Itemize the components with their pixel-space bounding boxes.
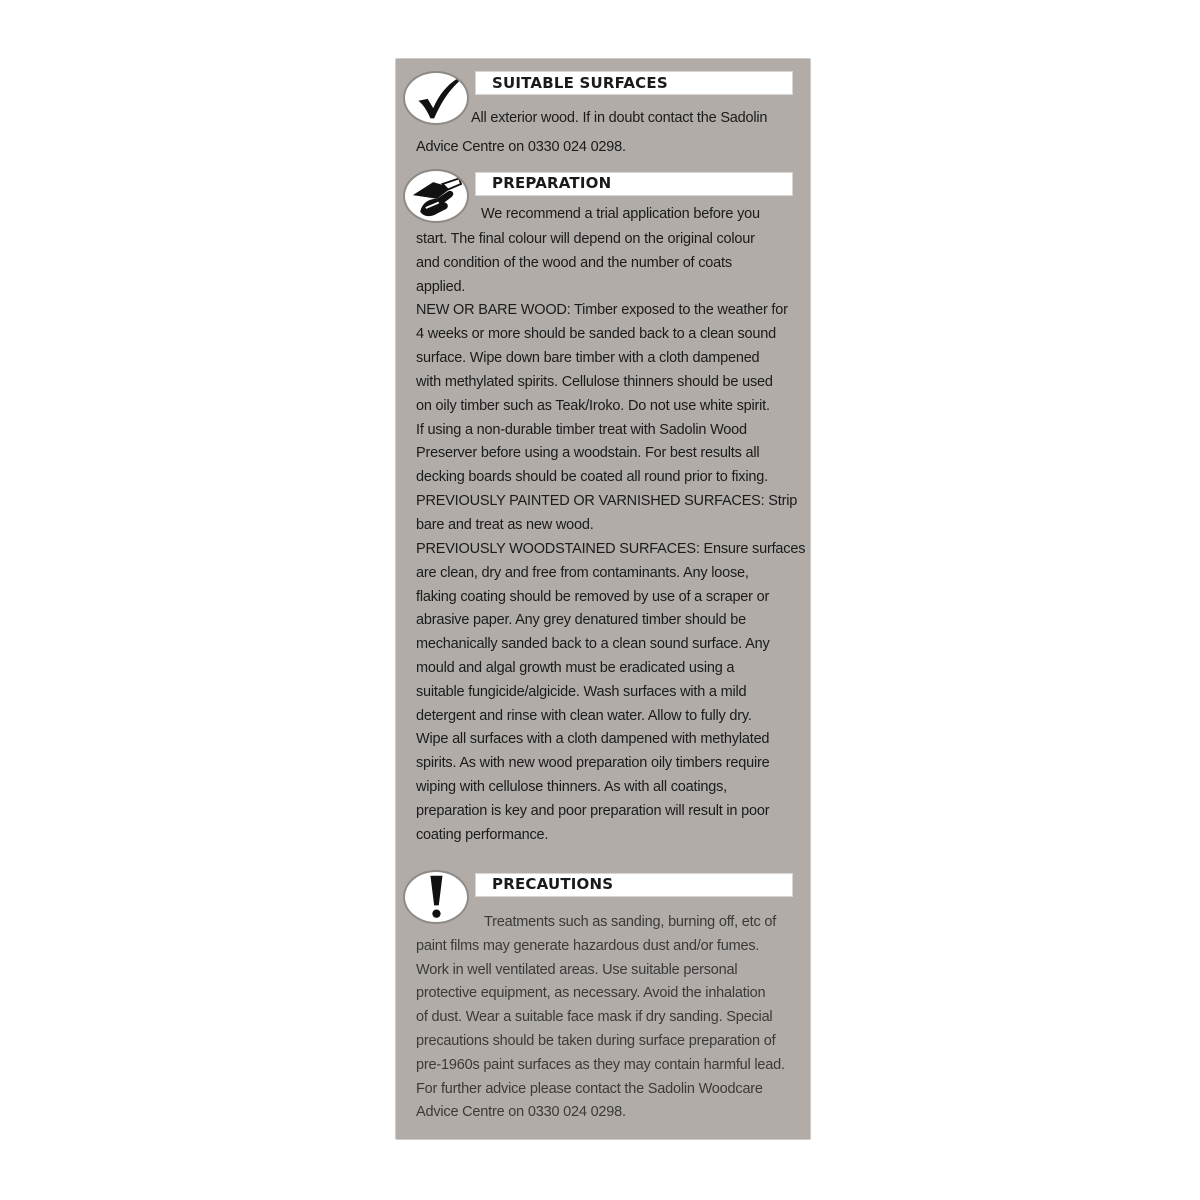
preparation-line: are clean, dry and free from contaminants. Any loose, <box>416 565 749 581</box>
preparation-line: start. The final colour will depend on the original colour <box>416 231 755 247</box>
preparation-line: mechanically sanded back to a clean sound surface. Any <box>416 636 770 652</box>
preparation-line: If using a non-durable timber treat with Sadolin Wood <box>416 422 747 438</box>
precautions-line: protective equipment, as necessary. Avoid the inhalation <box>416 985 766 1001</box>
preparation-line: abrasive paper. Any grey denatured timber should be <box>416 612 746 628</box>
precautions-line: paint films may generate hazardous dust and/or fumes. <box>416 938 760 954</box>
exclamation-icon <box>403 870 469 924</box>
precautions-line: pre-1960s paint surfaces as they may contain harmful lead. <box>416 1057 785 1073</box>
precautions-line: Work in well ventilated areas. Use suitable personal <box>416 962 738 978</box>
preparation-line: decking boards should be coated all round prior to fixing. <box>416 469 768 485</box>
suitable-line: Advice Centre on 0330 024 0298. <box>416 139 626 155</box>
checkmark-icon <box>403 71 469 125</box>
preparation-line: suitable fungicide/algicide. Wash surfaces with a mild <box>416 684 747 700</box>
preparation-line: PREVIOUSLY WOODSTAINED SURFACES: Ensure surfaces <box>416 541 806 557</box>
suitable-surfaces-heading: SUITABLE SURFACES <box>492 74 668 92</box>
precautions-line: Advice Centre on 0330 024 0298. <box>416 1104 626 1120</box>
preparation-line: with methylated spirits. Cellulose thinners should be used <box>416 374 773 390</box>
preparation-line: flaking coating should be removed by use of a scraper or <box>416 589 770 605</box>
preparation-line: 4 weeks or more should be sanded back to a clean sound <box>416 326 776 342</box>
preparation-line: bare and treat as new wood. <box>416 517 594 533</box>
product-label <box>395 58 811 1140</box>
preparation-line: preparation is key and poor preparation will result in poor <box>416 803 770 819</box>
hand-wiping-icon <box>403 169 469 223</box>
suitable-line: All exterior wood. If in doubt contact the Sadolin <box>471 110 768 126</box>
preparation-line: Wipe all surfaces with a cloth dampened with methylated <box>416 731 770 747</box>
precautions-line: of dust. Wear a suitable face mask if dry sanding. Special <box>416 1009 773 1025</box>
preparation-line: NEW OR BARE WOOD: Timber exposed to the weather for <box>416 302 788 318</box>
preparation-line: surface. Wipe down bare timber with a cloth dampened <box>416 350 760 366</box>
preparation-line: wiping with cellulose thinners. As with all coatings, <box>416 779 727 795</box>
preparation-line: PREVIOUSLY PAINTED OR VARNISHED SURFACES: Strip <box>416 493 798 509</box>
preparation-line: spirits. As with new wood preparation oily timbers require <box>416 755 770 771</box>
precautions-heading: PRECAUTIONS <box>492 875 614 893</box>
precautions-line: Treatments such as sanding, burning off, etc of <box>484 914 777 930</box>
preparation-line: coating performance. <box>416 827 549 843</box>
preparation-line: and condition of the wood and the number of coats <box>416 255 732 271</box>
preparation-heading: PREPARATION <box>492 174 612 192</box>
precautions-line: precautions should be taken during surface preparation of <box>416 1033 776 1049</box>
preparation-line: on oily timber such as Teak/Iroko. Do not use white spirit. <box>416 398 770 414</box>
preparation-line: We recommend a trial application before you <box>481 206 760 222</box>
preparation-line: mould and algal growth must be eradicated using a <box>416 660 735 676</box>
preparation-line: Preserver before using a woodstain. For best results all <box>416 445 760 461</box>
precautions-line: For further advice please contact the Sadolin Woodcare <box>416 1081 763 1097</box>
preparation-line: applied. <box>416 279 466 295</box>
preparation-line: detergent and rinse with clean water. Allow to fully dry. <box>416 708 752 724</box>
